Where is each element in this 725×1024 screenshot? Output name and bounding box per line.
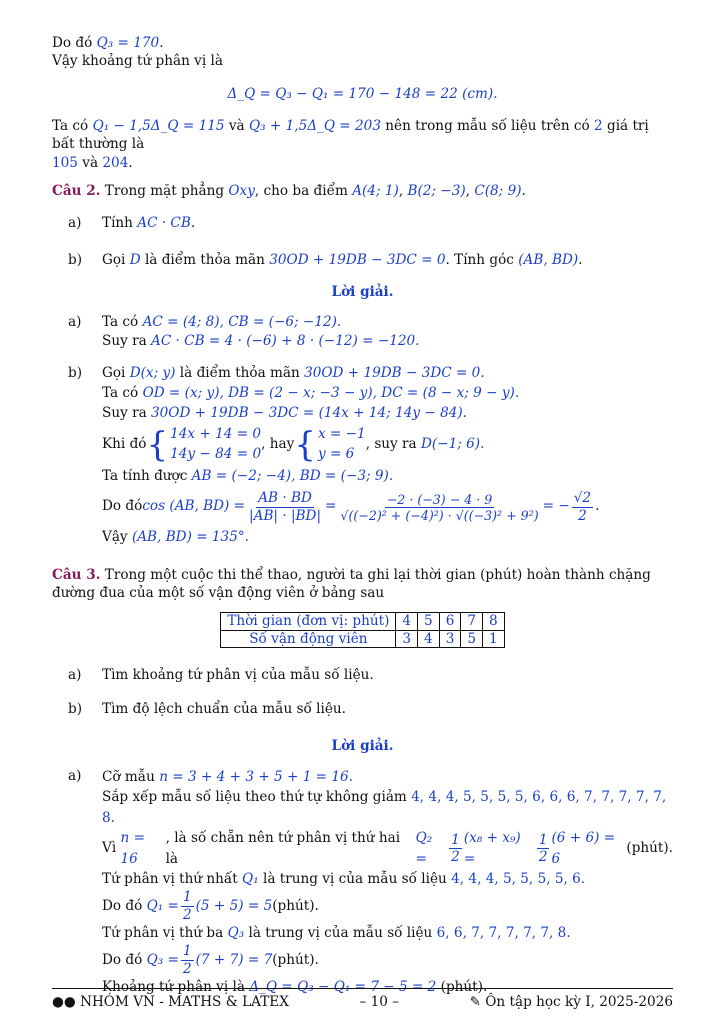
question-3-stem: Câu 3. Trong một cuộc thi thể thao, người ta ghi lại thời gian (phút) hoàn thành chặng đường đua của một số vận động viên ở bảng sau bbox=[52, 566, 651, 602]
half-fraction: $\frac{1}{2}$ bbox=[182, 889, 192, 923]
half-fraction: $\frac{1}{2}$ bbox=[182, 943, 192, 977]
footer-left: ●● NHÓM VN - MATHS & LATEX bbox=[52, 994, 289, 1010]
table-row: Số vận động viên 3 4 3 5 1 bbox=[221, 630, 504, 647]
system-line: Khi đó { 14x + 14 = 0 14y − 84 = 0 , hay { x = −1 y = 6 , suy ra D(−1; 6). bbox=[102, 424, 485, 465]
solution-heading-q3: Lời giải. bbox=[331, 737, 394, 754]
solution-heading-q2: Lời giải. bbox=[331, 284, 394, 301]
edit-note-icon: ✎ bbox=[469, 994, 481, 1010]
page-footer bbox=[52, 988, 673, 1011]
fraction-1: $\frac{AB \cdot BD}{|AB| \cdot |BD|}$ bbox=[249, 490, 322, 524]
median-line: Vì n = 16 , là số chẵn nên tứ phân vị thứ hai là Q₂ = $\frac{1}{2}$ (x₈ + x₉) = $\frac{1}{2}$ (6 + 6) = 6 (phút). bbox=[102, 830, 673, 867]
cosine-line: Do đó cos (AB, BD) = $\frac{AB \cdot BD}{|AB| \cdot |BD|}$ = $\frac{-2 \cdot (-3) - 4 \cdot 9}{\text{√((−2)² + (−4)²) · √((−3)² + 9²)}}$ = − $\frac{√2}{2}$ . bbox=[102, 490, 600, 524]
delta-q-equation: Δ_Q = Q₃ − Q₁ = 170 − 148 = 22 (cm). bbox=[227, 85, 498, 102]
table-row: Thời gian (đơn vị: phút) 4 5 6 7 8 bbox=[221, 613, 504, 630]
question-3-part-b: b) Tìm độ lệch chuẩn của mẫu số liệu. bbox=[68, 701, 346, 718]
half-fraction: $\frac{1}{2}$ bbox=[538, 831, 548, 866]
page-content bbox=[52, 34, 673, 997]
fraction-2: $\frac{-2 \cdot (-3) - 4 \cdot 9}{\text{√((−2)² + (−4)²) · √((−3)² + 9²)}}$ bbox=[340, 491, 539, 523]
equation-system-2: { x = −1 y = 6 bbox=[294, 424, 366, 465]
page-number: – 10 – bbox=[359, 994, 399, 1010]
intro-line-2: Vậy khoảng tứ phân vị là bbox=[52, 53, 223, 70]
intro-line-1: Do đó Q₃ = 170. bbox=[52, 35, 164, 51]
half-fraction: $\frac{1}{2}$ bbox=[451, 831, 460, 866]
question-2-part-b: b) Gọi D là điểm thỏa mãn 30OD + 19DB − 3DC = 0. Tính góc (AB, BD). bbox=[68, 251, 583, 268]
group-users-icon: ●● bbox=[52, 994, 76, 1010]
intro-line-3: Ta có Q₁ − 1,5Δ_Q = 115 và Q₃ + 1,5Δ_Q = 203 nên trong mẫu số liệu trên có 2 giá trị bất thường là 105 và 204. bbox=[52, 118, 649, 171]
q3-line: Do đó Q₃ = $\frac{1}{2}$ (7 + 7) = 7 (phút). bbox=[102, 943, 319, 977]
equation-system-1: { 14x + 14 = 0 14y − 84 = 0 bbox=[146, 424, 262, 465]
q2-solution-b: b) Gọi D(x; y) là điểm thỏa mãn 30OD + 19DB − 3DC = 0. Ta có OD = (x; y), DB = (2 − x; −3 − y), DC = (8 − x; 9 − y). Suy ra 30OD + 19DB − 3DC = (14x + 14; 14y − 84). Khi đó { 14x + 14 = 0 14y − 84 = 0 , hay { x = −1 y = 6 , suy ra D(−1; 6). Ta tính được AB = (−2; −4), BD = (−3; 9). Do đó cos (AB, BD) = $\frac{AB \cdot BD}{|AB| \cdot |BD|}$ = $\frac{-2 \cdot (-3) - 4 \cdot 9}{\text{√((−2)² + (−4)²) · √((−3)² + 9²)}}$ = − $\frac{√2}{2}$ . Vậy (AB, BD) = 135°. bbox=[68, 365, 600, 545]
question-2-stem: Câu 2. Trong mặt phẳng Oxy, cho ba điểm A(4; 1), B(2; −3), C(8; 9). bbox=[52, 183, 526, 200]
race-time-table bbox=[220, 612, 504, 648]
q3-solution-a: a) Cỡ mẫu n = 3 + 4 + 3 + 5 + 1 = 16. Sắp xếp mẫu số liệu theo thứ tự không giảm 4, 4, 4, 5, 5, 5, 5, 6, 6, 6, 7, 7, 7, 7, 7, 8. Vì n = 16 , là số chẵn nên tứ phân vị thứ hai là Q₂ = $\frac{1}{2}$ (x₈ + x₉) = $\frac{1}{2}$ (6 + 6) = 6 (phút). Tứ phân vị thứ nhất Q₁ là trung vị của mẫu số liệu 4, 4, 4, 5, 5, 5, 5, 6. Do đó Q₁ = $\frac{1}{2}$ (5 + 5) = 5 (phút). Tứ phân vị thứ ba Q₃ là trung vị của mẫu số liệu 6, 6, 7, 7, 7, 7, 7, 8. Do đó Q₃ = $\frac{1}{2}$ (7 + 7) = 7 (phút). Khoảng tứ phân vị là Δ_Q = Q₃ − Q₁ = 7 − 5 = 2 (phút). bbox=[68, 768, 673, 995]
footer-right: ✎ Ôn tập học kỳ I, 2025-2026 bbox=[469, 994, 673, 1010]
q2-solution-a: a) Ta có AC = (4; 8), CB = (−6; −12). Suy ra AC · CB = 4 · (−6) + 8 · (−12) = −120. bbox=[68, 314, 420, 349]
fraction-3: $\frac{√2}{2}$ bbox=[573, 490, 592, 524]
q1-line: Do đó Q₁ = $\frac{1}{2}$ (5 + 5) = 5 (phút). bbox=[102, 889, 319, 923]
question-3-part-a: a) Tìm khoảng tứ phân vị của mẫu số liệu. bbox=[68, 666, 374, 683]
question-2-part-a: a) Tính AC · CB. bbox=[68, 215, 196, 232]
